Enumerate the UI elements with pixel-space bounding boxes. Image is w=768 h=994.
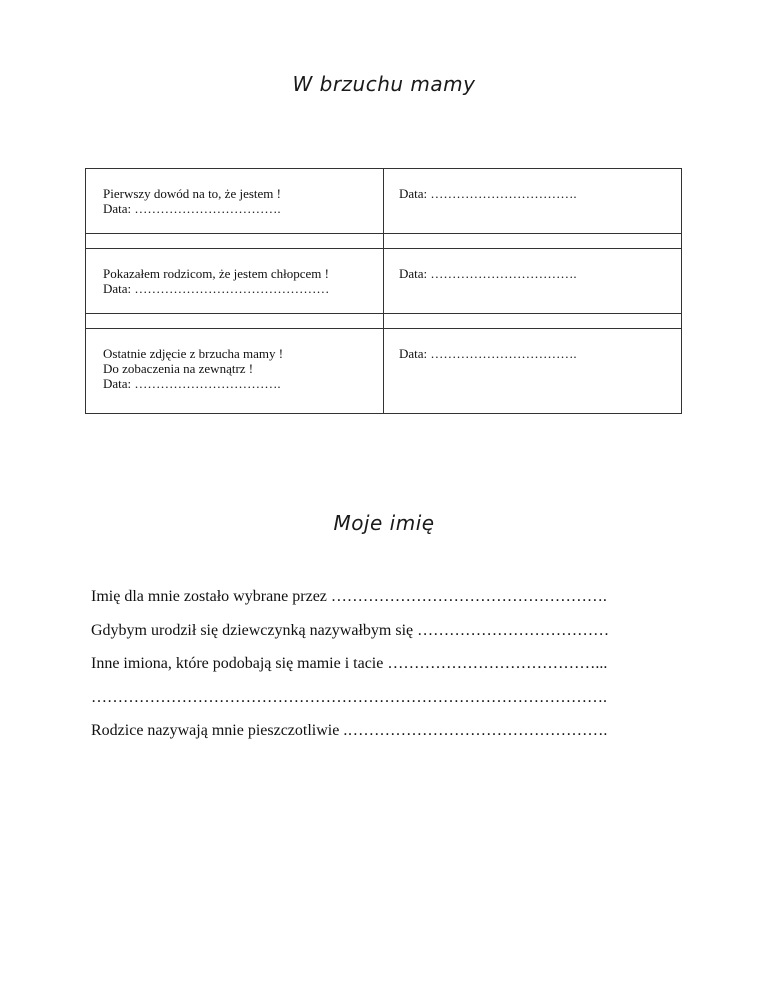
table-cell	[86, 249, 384, 314]
table-row	[86, 329, 682, 414]
table-cell	[384, 249, 682, 314]
name-question-line[interactable]: Rodzice nazywają mnie pieszczotliwie .………………………………………….	[91, 722, 608, 739]
table-cell	[86, 169, 384, 234]
milestone-label: Pierwszy dowód na to, że jestem !	[103, 186, 281, 201]
date-field[interactable]: Data: …………………………….	[103, 376, 281, 391]
name-question-line[interactable]: …………………………………………………………………………………….	[91, 688, 607, 706]
date-field[interactable]: Data: …………………………….	[399, 346, 577, 361]
name-question-line[interactable]: Gdybym urodził się dziewczynką nazywałbym się ………………………………	[91, 621, 610, 639]
milestone-label: Do zobaczenia na zewnątrz !	[103, 361, 254, 376]
name-question-line[interactable]: Inne imiona, które podobają się mamie i tacie …………………………………...	[91, 655, 608, 672]
table-cell	[86, 329, 384, 414]
date-field[interactable]: Data: …………………………….	[103, 201, 281, 216]
name-questions	[91, 588, 691, 756]
milestone-label: Ostatnie zdjęcie z brzucha mamy !	[103, 346, 284, 361]
table-cell	[86, 314, 384, 329]
date-field[interactable]: Data: …………………………….	[399, 186, 577, 201]
table-cell	[384, 314, 682, 329]
date-field[interactable]: Data: …………………………….	[399, 266, 577, 281]
name-question-line[interactable]: Imię dla mnie zostało wybrane przez …………………………………………….	[91, 588, 607, 605]
table-row	[86, 249, 682, 314]
table-spacer-row	[86, 314, 682, 329]
pregnancy-timeline-table	[85, 168, 682, 414]
date-field[interactable]: Data: ………………………………………	[103, 281, 330, 296]
table-cell	[384, 169, 682, 234]
table-spacer-row	[86, 234, 682, 249]
section-title-my-name: Moje imię	[333, 511, 435, 535]
table-cell	[86, 234, 384, 249]
milestone-label: Pokazałem rodzicom, że jestem chłopcem !	[103, 266, 329, 281]
table-cell	[384, 234, 682, 249]
section-title-belly: W brzuchu mamy	[292, 72, 476, 96]
table-row	[86, 169, 682, 234]
table-cell	[384, 329, 682, 414]
